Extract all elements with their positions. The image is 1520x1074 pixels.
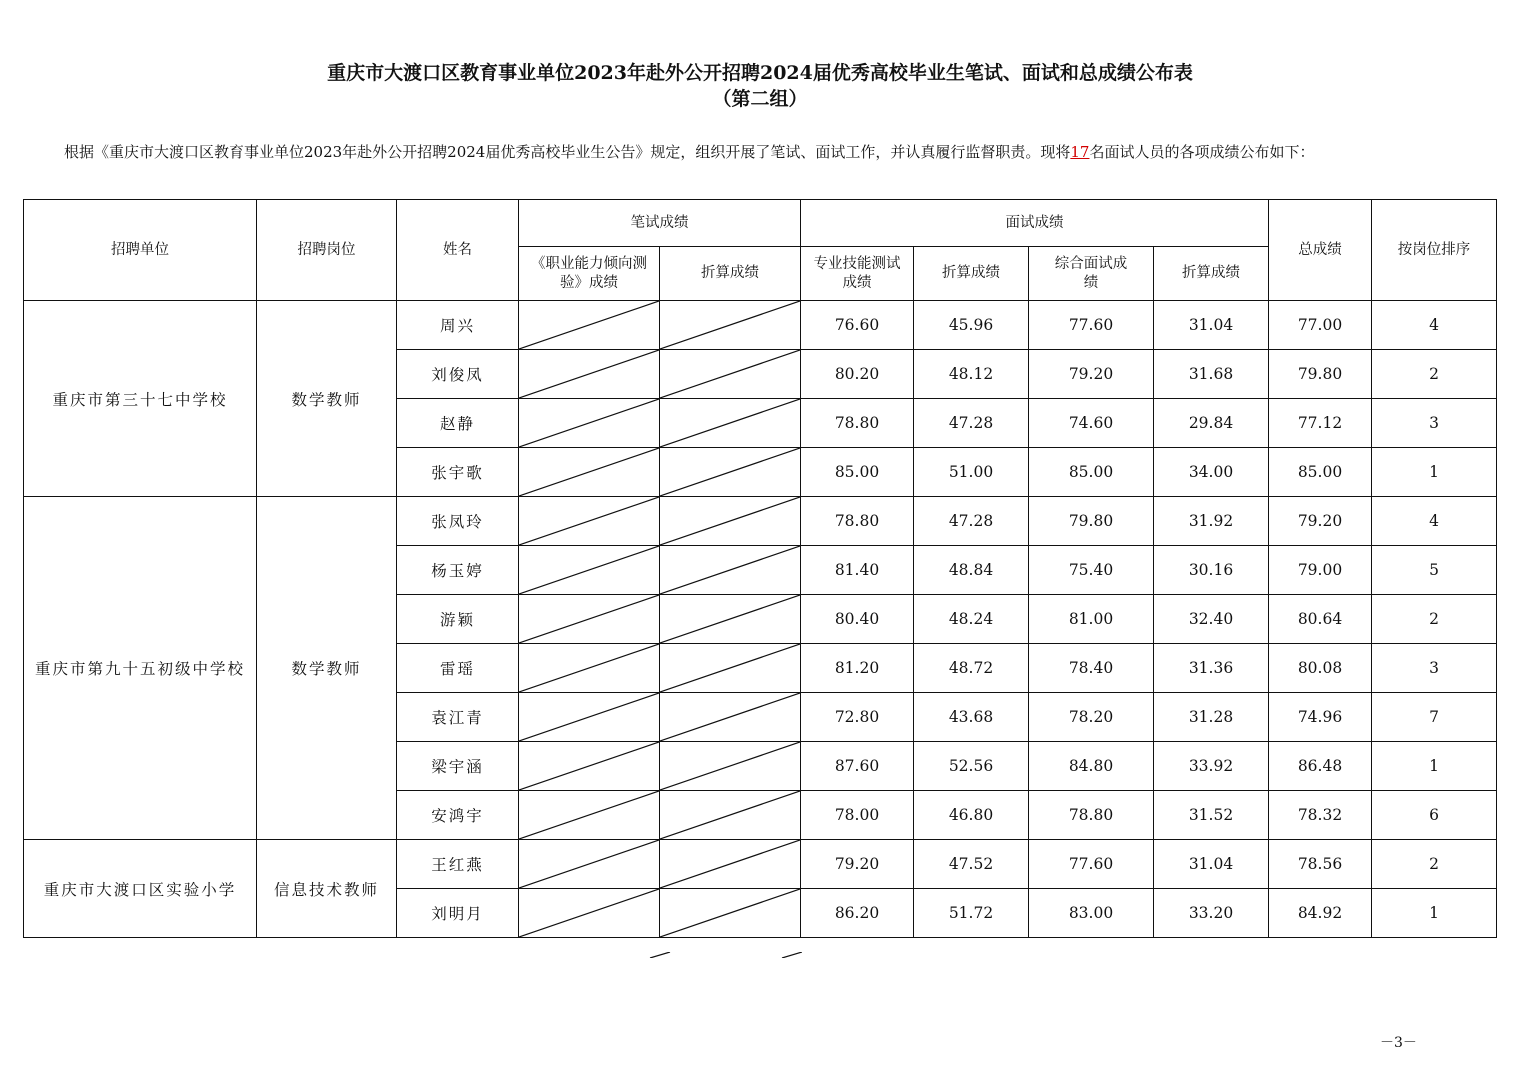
page-number: －3－ [1380, 1035, 1417, 1051]
slash-mark [519, 693, 659, 741]
cell-comprehensive: 79.20 [1029, 350, 1154, 399]
cell-comprehensive: 74.60 [1029, 399, 1154, 448]
header-unit: 招聘单位 [24, 200, 257, 301]
cell-comprehensive: 83.00 [1029, 889, 1154, 938]
slash-mark [660, 448, 800, 496]
cell-rank: 2 [1372, 595, 1497, 644]
cell-name: 梁宇涵 [397, 742, 519, 791]
cell-written-test [519, 448, 660, 497]
cell-skill-converted: 48.84 [914, 546, 1029, 595]
slash-mark [519, 301, 659, 349]
cell-name: 张宇歌 [397, 448, 519, 497]
cell-skill-converted: 48.12 [914, 350, 1029, 399]
cell-rank: 7 [1372, 693, 1497, 742]
slash-mark [519, 791, 659, 839]
cell-total: 84.92 [1269, 889, 1372, 938]
cell-comprehensive-converted: 31.68 [1154, 350, 1269, 399]
intro-paragraph [26, 141, 1496, 163]
cell-total: 80.64 [1269, 595, 1372, 644]
cell-name: 刘俊凤 [397, 350, 519, 399]
cell-written-test [519, 595, 660, 644]
cell-skill: 81.40 [801, 546, 914, 595]
cell-skill: 86.20 [801, 889, 914, 938]
header-post: 招聘岗位 [257, 200, 397, 301]
cell-skill: 72.80 [801, 693, 914, 742]
cell-written-test [519, 693, 660, 742]
slash-mark [660, 595, 800, 643]
cell-name: 王红燕 [397, 840, 519, 889]
slash-mark [519, 448, 659, 496]
cell-skill: 80.40 [801, 595, 914, 644]
cell-name: 张凤玲 [397, 497, 519, 546]
slash-mark [519, 546, 659, 594]
slash-mark [660, 399, 800, 447]
cell-unit: 重庆市大渡口区实验小学 [24, 840, 257, 938]
cell-written-test [519, 889, 660, 938]
cell-written-test [519, 497, 660, 546]
cell-skill-converted: 45.96 [914, 301, 1029, 350]
cell-total: 80.08 [1269, 644, 1372, 693]
cell-rank: 3 [1372, 399, 1497, 448]
cell-skill: 78.80 [801, 399, 914, 448]
cell-rank: 6 [1372, 791, 1497, 840]
cell-rank: 2 [1372, 350, 1497, 399]
cell-written-test [519, 350, 660, 399]
header-written-converted: 折算成绩 [660, 247, 801, 301]
table-row [24, 840, 1497, 889]
cell-comprehensive-converted: 31.04 [1154, 301, 1269, 350]
cell-total: 79.80 [1269, 350, 1372, 399]
slash-mark [660, 497, 800, 545]
cell-skill: 79.20 [801, 840, 914, 889]
slash-mark [519, 497, 659, 545]
cell-written-converted [660, 301, 801, 350]
cell-comprehensive-converted: 30.16 [1154, 546, 1269, 595]
cell-written-test [519, 399, 660, 448]
cell-comprehensive: 75.40 [1029, 546, 1154, 595]
cell-skill-converted: 52.56 [914, 742, 1029, 791]
header-total: 总成绩 [1269, 200, 1372, 301]
cell-comprehensive-converted: 33.92 [1154, 742, 1269, 791]
slash-mark [519, 742, 659, 790]
cell-comprehensive: 85.00 [1029, 448, 1154, 497]
cell-rank: 5 [1372, 546, 1497, 595]
cell-comprehensive-converted: 31.36 [1154, 644, 1269, 693]
cell-skill-converted: 47.28 [914, 497, 1029, 546]
cell-comprehensive-converted: 31.52 [1154, 791, 1269, 840]
cell-comprehensive-converted: 31.92 [1154, 497, 1269, 546]
cell-name: 雷瑶 [397, 644, 519, 693]
cell-written-converted [660, 693, 801, 742]
cell-skill: 80.20 [801, 350, 914, 399]
intro-before: 根据《重庆市大渡口区教育事业单位2023年赴外公开招聘2024届优秀高校毕业生公告》规定，组织开展了笔试、面试工作，并认真履行监督职责。现将 [64, 143, 1071, 161]
cell-comprehensive-converted: 32.40 [1154, 595, 1269, 644]
slash-mark [660, 840, 800, 888]
cell-comprehensive-converted: 34.00 [1154, 448, 1269, 497]
cell-post: 数学教师 [257, 301, 397, 497]
cell-comprehensive: 79.80 [1029, 497, 1154, 546]
cell-skill-converted: 47.52 [914, 840, 1029, 889]
cell-total: 78.32 [1269, 791, 1372, 840]
slash-mark [660, 791, 800, 839]
cell-total: 85.00 [1269, 448, 1372, 497]
cell-written-converted [660, 742, 801, 791]
header-written-test: 《职业能力倾向测验》成绩 [519, 247, 660, 301]
cell-post: 数学教师 [257, 497, 397, 840]
cell-name: 周兴 [397, 301, 519, 350]
table-row [24, 301, 1497, 350]
cell-skill-converted: 48.24 [914, 595, 1029, 644]
table-row [24, 497, 1497, 546]
cell-written-test [519, 546, 660, 595]
cell-skill-converted: 48.72 [914, 644, 1029, 693]
cell-written-test [519, 791, 660, 840]
cell-comprehensive-converted: 29.84 [1154, 399, 1269, 448]
cell-name: 安鸿宇 [397, 791, 519, 840]
slash-mark [660, 742, 800, 790]
cell-name: 游颖 [397, 595, 519, 644]
cell-written-test [519, 301, 660, 350]
cell-written-test [519, 840, 660, 889]
slash-mark [660, 546, 800, 594]
cell-total: 77.00 [1269, 301, 1372, 350]
cell-post: 信息技术教师 [257, 840, 397, 938]
cell-rank: 4 [1372, 497, 1497, 546]
cell-skill-converted: 51.00 [914, 448, 1029, 497]
header-comprehensive-converted: 折算成绩 [1154, 247, 1269, 301]
cell-written-converted [660, 791, 801, 840]
header-name: 姓名 [397, 200, 519, 301]
cell-comprehensive: 77.60 [1029, 840, 1154, 889]
cell-skill: 78.80 [801, 497, 914, 546]
cell-comprehensive-converted: 33.20 [1154, 889, 1269, 938]
cell-written-test [519, 742, 660, 791]
interviewee-count: 17 [1070, 143, 1090, 161]
cell-rank: 1 [1372, 889, 1497, 938]
cell-rank: 1 [1372, 448, 1497, 497]
slash-mark [519, 644, 659, 692]
cell-written-test [519, 644, 660, 693]
title-subtitle: （第二组） [712, 88, 808, 110]
cell-comprehensive-converted: 31.04 [1154, 840, 1269, 889]
title-main: 重庆市大渡口区教育事业单位2023年赴外公开招聘2024届优秀高校毕业生笔试、面试和总成绩公布表 [327, 62, 1193, 84]
cell-skill-converted: 46.80 [914, 791, 1029, 840]
cell-skill: 85.00 [801, 448, 914, 497]
cell-rank: 2 [1372, 840, 1497, 889]
table-edge-mark [520, 952, 802, 958]
cell-skill: 87.60 [801, 742, 914, 791]
cell-rank: 4 [1372, 301, 1497, 350]
cell-skill-converted: 43.68 [914, 693, 1029, 742]
cell-comprehensive: 81.00 [1029, 595, 1154, 644]
slash-mark [660, 301, 800, 349]
cell-name: 赵静 [397, 399, 519, 448]
cell-written-converted [660, 644, 801, 693]
slash-mark [660, 889, 800, 937]
score-table-body [24, 301, 1497, 938]
cell-written-converted [660, 595, 801, 644]
cell-written-converted [660, 350, 801, 399]
cell-total: 79.20 [1269, 497, 1372, 546]
document-title [0, 60, 1520, 112]
cell-comprehensive: 84.80 [1029, 742, 1154, 791]
intro-after: 名面试人员的各项成绩公布如下： [1089, 143, 1315, 161]
slash-mark [519, 889, 659, 937]
cell-total: 86.48 [1269, 742, 1372, 791]
slash-mark [519, 350, 659, 398]
cell-comprehensive-converted: 31.28 [1154, 693, 1269, 742]
slash-mark [660, 350, 800, 398]
cell-written-converted [660, 546, 801, 595]
cell-unit: 重庆市第三十七中学校 [24, 301, 257, 497]
score-table [23, 199, 1497, 938]
cell-total: 77.12 [1269, 399, 1372, 448]
cell-rank: 1 [1372, 742, 1497, 791]
cell-skill: 76.60 [801, 301, 914, 350]
slash-mark [660, 644, 800, 692]
cell-name: 袁江青 [397, 693, 519, 742]
slash-mark [660, 693, 800, 741]
header-written: 笔试成绩 [519, 200, 801, 247]
cell-written-converted [660, 448, 801, 497]
cell-comprehensive: 78.40 [1029, 644, 1154, 693]
header-comprehensive: 综合面试成绩 [1029, 247, 1154, 301]
header-rank: 按岗位排序 [1372, 200, 1497, 301]
cell-written-converted [660, 399, 801, 448]
cell-comprehensive: 78.20 [1029, 693, 1154, 742]
cell-comprehensive: 77.60 [1029, 301, 1154, 350]
cell-skill: 78.00 [801, 791, 914, 840]
cell-total: 74.96 [1269, 693, 1372, 742]
cell-skill: 81.20 [801, 644, 914, 693]
header-interview: 面试成绩 [801, 200, 1269, 247]
cell-written-converted [660, 840, 801, 889]
cell-name: 杨玉婷 [397, 546, 519, 595]
slash-mark [519, 399, 659, 447]
header-skill-test: 专业技能测试成绩 [801, 247, 914, 301]
cell-comprehensive: 78.80 [1029, 791, 1154, 840]
slash-mark [519, 840, 659, 888]
header-skill-converted: 折算成绩 [914, 247, 1029, 301]
cell-written-converted [660, 497, 801, 546]
cell-unit: 重庆市第九十五初级中学校 [24, 497, 257, 840]
slash-mark [519, 595, 659, 643]
cell-skill-converted: 47.28 [914, 399, 1029, 448]
cell-rank: 3 [1372, 644, 1497, 693]
cell-total: 79.00 [1269, 546, 1372, 595]
cell-written-converted [660, 889, 801, 938]
cell-name: 刘明月 [397, 889, 519, 938]
cell-skill-converted: 51.72 [914, 889, 1029, 938]
cell-total: 78.56 [1269, 840, 1372, 889]
